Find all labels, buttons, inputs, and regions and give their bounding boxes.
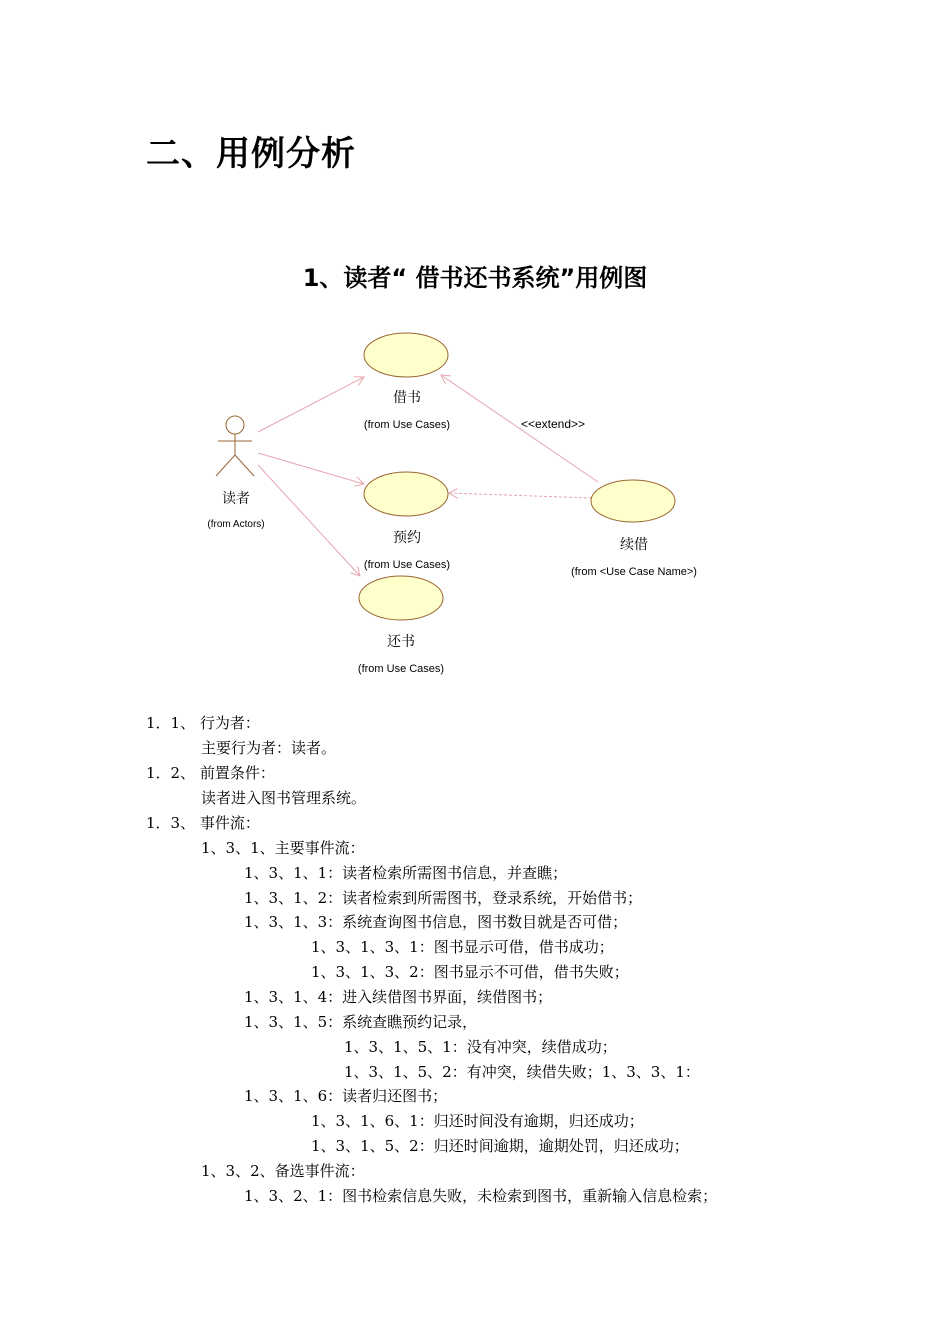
actor-name: 读者	[222, 490, 250, 506]
actor-from: (from Actors)	[207, 519, 265, 530]
flow-substep: 1、3、1、5、1：没有冲突，续借成功；	[344, 1038, 617, 1056]
use-case-renew	[591, 480, 675, 522]
item-1-1-heading: 1．1、 行为者：	[146, 714, 260, 732]
alternate-flow-heading: 1、3、2、备选事件流：	[201, 1162, 365, 1180]
item-1-1-body: 主要行为者：读者。	[201, 739, 337, 757]
use-case-return-label: 还书	[387, 633, 415, 649]
actor-reader	[216, 416, 254, 476]
main-flow-heading: 1、3、1、主要事件流：	[201, 839, 365, 857]
use-case-borrow-label: 借书	[393, 389, 421, 405]
use-case-reserve-from: (from Use Cases)	[363, 559, 451, 571]
association-return	[258, 465, 360, 576]
flow-substep: 1、3、1、5、2：有冲突，续借失败；1、3、3、1：	[344, 1063, 700, 1081]
use-case-borrow-from: (from Use Cases)	[363, 419, 451, 431]
item-1-2-heading: 1．2、 前置条件：	[146, 764, 275, 782]
association-reserve	[258, 453, 364, 484]
flow-substep: 1、3、1、5、2：归还时间逾期，逾期处罚，归还成功；	[311, 1137, 689, 1155]
item-1-2-body: 读者进入图书管理系统。	[201, 789, 367, 807]
flow-step: 1、3、2、1：图书检索信息失败，未检索到图书，重新输入信息检索；	[244, 1187, 718, 1205]
use-case-borrow	[364, 333, 448, 377]
flow-step: 1、3、1、1：读者检索所需图书信息，并查瞧；	[244, 864, 568, 882]
use-case-return	[359, 576, 443, 620]
section-title: 二、用例分析	[146, 134, 356, 174]
use-case-return-from: (from Use Cases)	[357, 663, 445, 675]
flow-step: 1、3、1、4：进入续借图书界面，续借图书；	[244, 988, 553, 1006]
flow-step: 1、3、1、3：系统查询图书信息，图书数目就是否可借；	[244, 913, 628, 931]
flow-step: 1、3、1、5：系统查瞧预约记录，	[244, 1013, 478, 1031]
item-1-3-heading: 1．3、 事件流：	[146, 814, 260, 832]
use-case-reserve-label: 预约	[393, 529, 421, 545]
extend-renew-reserve	[449, 493, 592, 498]
use-case-renew-from: (from <Use Case Name>)	[571, 566, 697, 578]
flow-step: 1、3、1、6：读者归还图书；	[244, 1087, 448, 1105]
use-case-renew-label: 续借	[620, 536, 648, 552]
extend-stereotype: <<extend>>	[520, 417, 586, 431]
diagram-title: 1、读者“ 借书还书系统”用例图	[302, 264, 648, 292]
flow-substep: 1、3、1、3、1：图书显示可借，借书成功；	[311, 938, 614, 956]
flow-substep: 1、3、1、3、2：图书显示不可借，借书失败；	[311, 963, 629, 981]
association-borrow	[258, 377, 364, 432]
flow-step: 1、3、1、2：读者检索到所需图书，登录系统，开始借书；	[244, 889, 643, 907]
flow-substep: 1、3、1、6、1：归还时间没有逾期，归还成功；	[311, 1112, 644, 1130]
use-case-reserve	[364, 472, 448, 516]
